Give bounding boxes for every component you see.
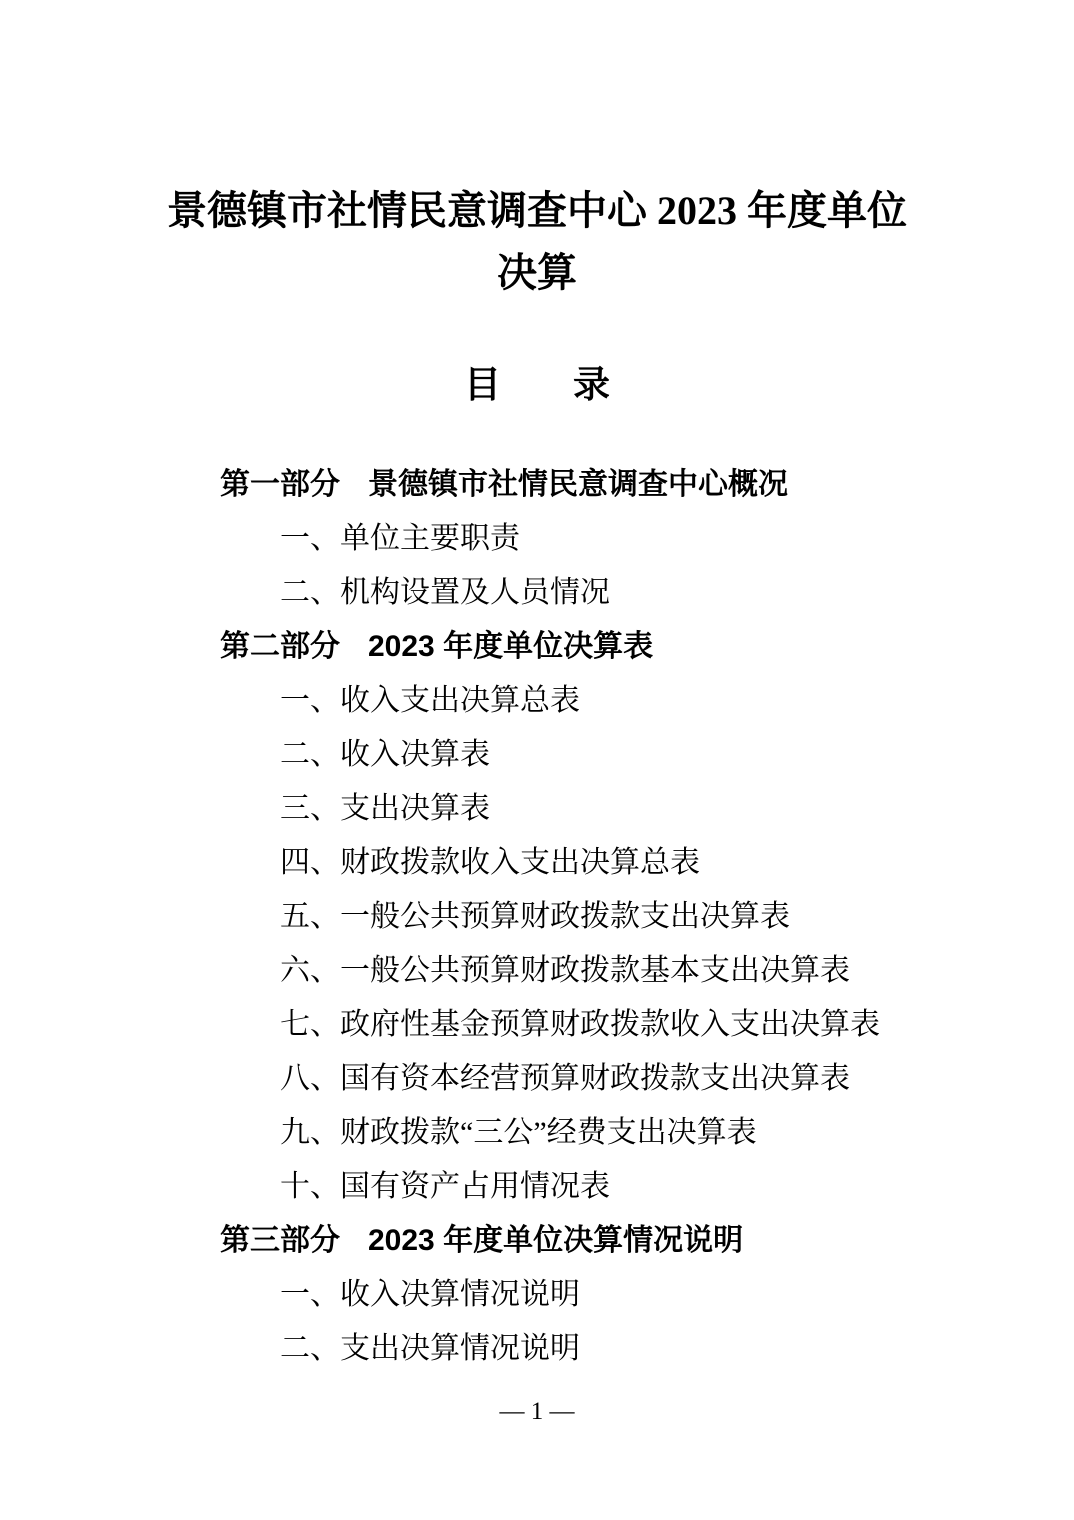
toc-heading-left-char: 目 — [464, 365, 501, 406]
toc-section-heading-part3 — [0, 1214, 1074, 1268]
part1-title: 景德镇市社情民意调查中心概况 — [368, 468, 788, 501]
document-title-line1: 景德镇市社情民意调查中心 2023 年度单位 — [167, 188, 907, 233]
toc-item-part3-1: 一、收入决算情况说明 — [280, 1278, 580, 1311]
page-footer — [0, 1398, 1074, 1426]
toc-item-part2-6: 六、一般公共预算财政拨款基本支出决算表 — [280, 954, 850, 987]
toc-section-heading-part2 — [0, 620, 1074, 674]
toc-item-part2-10: 十、国有资产占用情况表 — [280, 1170, 610, 1203]
toc-item-part2-8: 八、国有资本经营预算财政拨款支出决算表 — [280, 1062, 850, 1095]
toc-heading — [0, 354, 1074, 408]
part2-title: 2023 年度单位决算表 — [368, 630, 654, 663]
toc-heading-right-char: 录 — [573, 365, 610, 406]
toc-item-part1-1: 一、单位主要职责 — [280, 522, 520, 555]
toc-item-part2-7: 七、政府性基金预算财政拨款收入支出决算表 — [280, 1008, 880, 1041]
document-title-line2: 决算 — [497, 250, 577, 295]
toc-item-part2-5: 五、一般公共预算财政拨款支出决算表 — [280, 900, 790, 933]
toc-item-part1-2: 二、机构设置及人员情况 — [280, 576, 610, 609]
toc-item-part2-9: 九、财政拨款“三公”经费支出决算表 — [280, 1116, 757, 1149]
toc-item-part2-1: 一、收入支出决算总表 — [280, 684, 580, 717]
table-of-contents — [0, 458, 1074, 1376]
part1-label: 第一部分 — [220, 468, 340, 501]
toc-item-part2-4: 四、财政拨款收入支出决算总表 — [280, 846, 700, 879]
toc-item-part2-3: 三、支出决算表 — [280, 792, 490, 825]
document-title — [0, 180, 1074, 304]
toc-item-part2-2: 二、收入决算表 — [280, 738, 490, 771]
part3-title: 2023 年度单位决算情况说明 — [368, 1224, 744, 1257]
toc-section-heading-part1 — [0, 458, 1074, 512]
part3-label: 第三部分 — [220, 1224, 340, 1257]
part2-label: 第二部分 — [220, 630, 340, 663]
toc-item-part3-2: 二、支出决算情况说明 — [280, 1332, 580, 1365]
page-number: — 1 — — [499, 1398, 575, 1425]
